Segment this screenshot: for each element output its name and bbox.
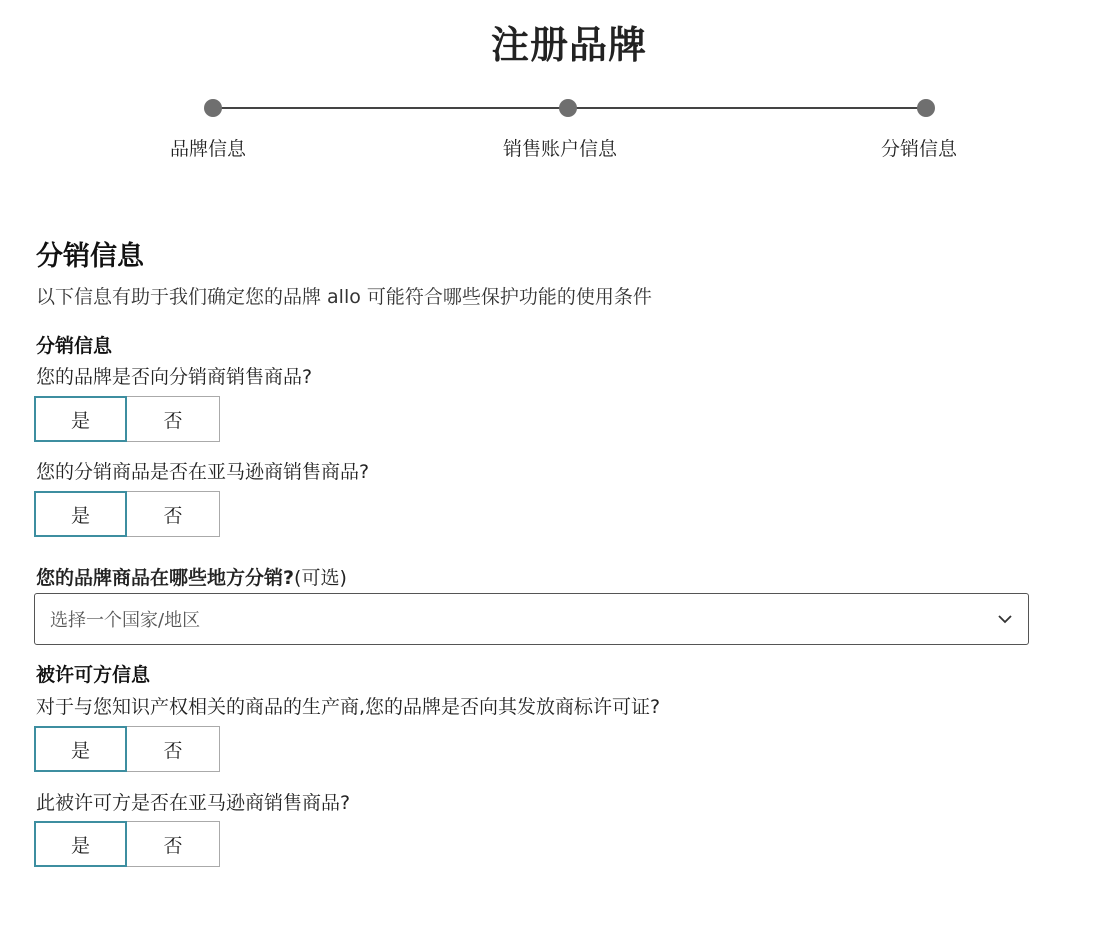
no-button[interactable]: 否 xyxy=(127,726,220,772)
question-licensee-sells-on-amazon: 此被许可方是否在亚马逊商销售商品? xyxy=(36,792,351,814)
step-dot-sales-account xyxy=(559,99,577,117)
chevron-down-icon xyxy=(996,610,1014,628)
step-dot-distribution xyxy=(917,99,935,117)
section-heading: 分销信息 xyxy=(36,241,144,272)
distribution-subheading: 分销信息 xyxy=(36,335,113,357)
yes-button[interactable]: 是 xyxy=(34,726,127,772)
region-select-placeholder: 选择一个国家/地区 xyxy=(50,610,201,631)
no-button[interactable]: 否 xyxy=(127,396,220,442)
question-distribution-regions xyxy=(36,563,347,590)
toggle-licensee-sells-on-amazon xyxy=(34,821,220,867)
page-title: 注册品牌 xyxy=(490,23,647,67)
yes-button[interactable]: 是 xyxy=(34,396,127,442)
question-distributors-sell-on-amazon: 您的分销商品是否在亚马逊商销售商品? xyxy=(36,461,370,483)
yes-button[interactable]: 是 xyxy=(34,491,127,537)
question-issue-trademark-license: 对于与您知识产权相关的商品的生产商,您的品牌是否向其发放商标许可证? xyxy=(36,696,661,718)
region-select[interactable] xyxy=(34,593,1029,645)
question-distribution-regions-text: 您的品牌商品在哪些地方分销? xyxy=(36,567,295,589)
licensee-subheading: 被许可方信息 xyxy=(36,664,151,686)
no-button[interactable]: 否 xyxy=(127,491,220,537)
yes-button[interactable]: 是 xyxy=(34,821,127,867)
no-button[interactable]: 否 xyxy=(127,821,220,867)
question-sell-to-distributors: 您的品牌是否向分销商销售商品? xyxy=(36,366,313,388)
step-label-distribution: 分销信息 xyxy=(881,138,958,160)
section-description: 以下信息有助于我们确定您的品牌 allo 可能符合哪些保护功能的使用条件 xyxy=(36,286,652,308)
step-label-sales-account: 销售账户信息 xyxy=(503,138,618,160)
step-dot-brand-info xyxy=(204,99,222,117)
toggle-distributors-sell-on-amazon xyxy=(34,491,220,537)
toggle-sell-to-distributors xyxy=(34,396,220,442)
step-label-brand-info: 品牌信息 xyxy=(170,138,247,160)
optional-note: (可选) xyxy=(294,567,347,589)
toggle-issue-trademark-license xyxy=(34,726,220,772)
